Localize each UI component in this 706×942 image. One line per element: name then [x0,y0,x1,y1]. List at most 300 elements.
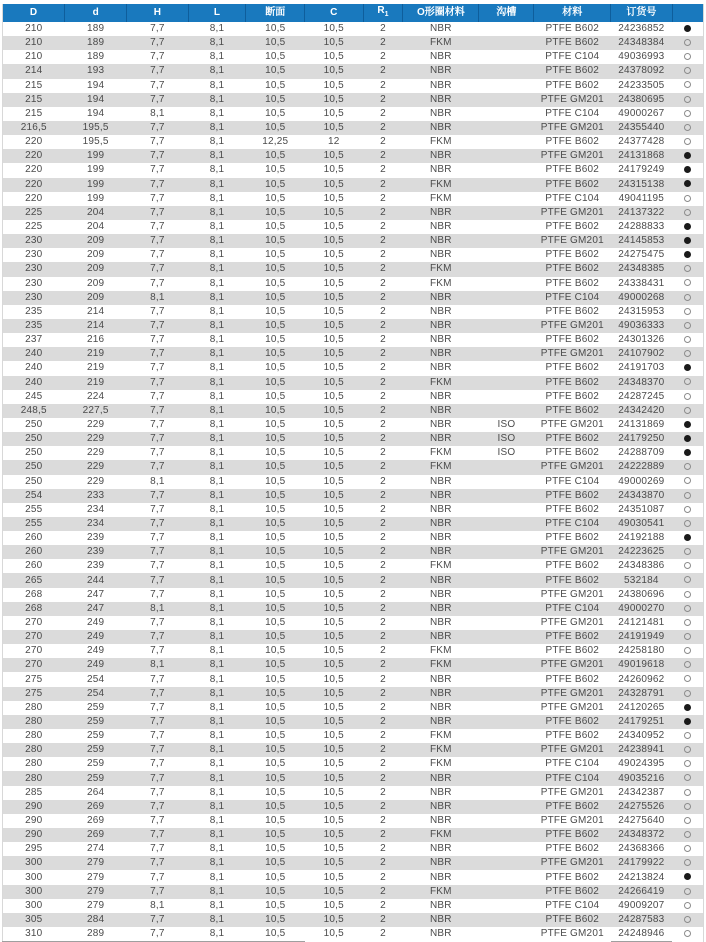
cell-cross-section: 10,5 [265,871,286,883]
cell-availability [672,163,703,177]
cell-H: 7,7 [150,390,165,402]
cell-availability [672,22,703,36]
cell-H: 7,7 [150,419,165,430]
cell-cross-section: 10,5 [265,913,286,925]
cell-R1: 2 [380,885,386,897]
cell-L: 8,1 [209,79,225,91]
cell-order-number: 49009207 [618,899,665,911]
cell-D: 270 [25,645,43,657]
cell-R1: 2 [380,786,386,798]
cell-H: 7,7 [150,560,165,572]
cell-groove [479,390,534,404]
cell-oring-material: FKM [429,744,452,756]
filled-circle-icon [684,237,691,244]
cell-order-number: 24348386 [618,560,665,572]
cell-C: 10,5 [323,263,344,275]
cell-D: 250 [25,419,43,430]
cell-D: 215 [25,93,43,105]
cell-oring-material: NBR [429,786,452,798]
cell-d: 214 [86,305,105,317]
cell-groove: ISO [497,447,516,459]
cell-cross-section: 10,5 [265,885,286,897]
cell-L: 8,1 [209,730,225,742]
cell-d: 229 [86,419,105,430]
cell-D: 290 [25,800,43,812]
cell-availability [672,489,703,503]
cell-L: 8,1 [209,51,225,63]
cell-order-number: 24287245 [618,390,665,402]
hollow-circle-icon [684,562,691,569]
cell-d: 247 [86,588,105,600]
cell-cross-section: 10,5 [265,362,286,374]
cell-d: 274 [86,843,105,855]
cell-groove [479,715,534,729]
cell-C: 10,5 [323,885,344,897]
cell-D: 268 [25,602,43,614]
cell-material: PTFE B602 [545,645,600,657]
cell-d: 219 [86,362,105,374]
cell-order-number: 24348372 [618,829,665,841]
cell-C: 10,5 [323,857,344,869]
cell-L: 8,1 [209,899,225,911]
cell-C: 10,5 [323,843,344,855]
cell-cross-section: 10,5 [265,348,286,360]
table-row [3,36,704,50]
cell-cross-section: 10,5 [265,150,286,162]
hollow-circle-icon [684,774,691,781]
cell-R1: 2 [380,829,386,841]
hollow-circle-icon [684,209,691,216]
cell-d: 269 [86,829,105,841]
cell-D: 230 [25,291,43,303]
cell-R1: 2 [380,291,386,303]
cell-groove [479,475,534,489]
cell-material: PTFE GM201 [540,150,604,162]
cell-cross-section: 10,5 [265,461,286,473]
cell-R1: 2 [380,51,386,63]
cell-material: PTFE GM201 [540,659,604,671]
hollow-circle-icon [684,661,691,668]
hollow-circle-icon [684,916,691,923]
cell-R1: 2 [380,192,386,204]
cell-D: 280 [25,758,43,770]
table-row [3,814,704,828]
cell-H: 7,7 [150,164,165,176]
cell-C: 10,5 [323,249,344,261]
cell-H: 7,7 [150,150,165,162]
cell-material: PTFE B602 [545,871,600,883]
table-row [3,277,704,291]
cell-order-number: 24340952 [618,730,665,742]
cell-material: PTFE GM201 [540,419,604,430]
cell-L: 8,1 [209,107,225,119]
cell-D: 280 [25,744,43,756]
cell-material: PTFE GM201 [540,857,604,869]
cell-C: 10,5 [323,419,344,430]
cell-oring-material: FKM [429,659,452,671]
cell-H: 7,7 [150,574,165,586]
cell-H: 7,7 [150,263,165,275]
cell-R1: 2 [380,206,386,218]
cell-H: 7,7 [150,701,165,713]
cell-oring-material: NBR [429,235,452,247]
cell-cross-section: 10,5 [265,178,286,190]
cell-D: 285 [25,786,43,798]
cell-material: PTFE B602 [545,730,600,742]
table-row [3,644,704,658]
table-row [3,757,704,771]
table-row [3,220,704,234]
cell-C: 10,5 [323,532,344,544]
cell-order-number: 24191703 [618,362,665,374]
cell-cross-section: 10,5 [265,23,286,35]
cell-d: 193 [86,65,105,77]
cell-material: PTFE B602 [545,800,600,812]
cell-order-number: 24120265 [618,701,665,713]
cell-availability [672,291,703,305]
cell-cross-section: 10,5 [265,489,286,501]
cell-d: 219 [86,376,105,388]
cell-C: 10,5 [323,150,344,162]
cell-C: 10,5 [323,51,344,63]
cell-R1: 2 [380,758,386,770]
cell-cross-section: 10,5 [265,503,286,515]
cell-order-number: 24213824 [618,871,665,883]
cell-order-number: 24179922 [618,857,665,869]
hollow-circle-icon [684,859,691,866]
cell-d: 229 [86,461,105,473]
cell-L: 8,1 [209,461,225,473]
hollow-circle-icon [684,675,691,682]
cell-cross-section: 10,5 [265,843,286,855]
hollow-circle-icon [684,265,691,272]
cell-L: 8,1 [209,532,225,544]
table-row [3,771,704,785]
cell-R1: 2 [380,348,386,360]
cell-cross-section: 10,5 [265,786,286,798]
cell-oring-material: NBR [429,616,452,628]
cell-H: 7,7 [150,758,165,770]
cell-cross-section: 10,5 [265,419,286,430]
cell-oring-material: FKM [429,758,452,770]
cell-C: 10,5 [323,673,344,685]
table-row [3,262,704,276]
cell-L: 8,1 [209,687,225,699]
cell-oring-material: NBR [429,221,452,233]
cell-groove [479,36,534,50]
cell-L: 8,1 [209,93,225,105]
cell-L: 8,1 [209,829,225,841]
cell-D: 225 [25,206,43,218]
cell-C: 10,5 [323,277,344,289]
filled-circle-icon [684,152,691,159]
cell-cross-section: 10,5 [265,334,286,346]
cell-availability [672,800,703,814]
cell-d: 209 [86,277,105,289]
cell-material: PTFE B602 [545,221,600,233]
cell-C: 10,5 [323,475,344,487]
cell-L: 8,1 [209,871,225,883]
table-row [3,913,704,927]
table-row [3,630,704,644]
table-row [3,404,704,418]
cell-L: 8,1 [209,913,225,925]
cell-order-number: 24275526 [618,800,665,812]
cell-availability [672,616,703,630]
table-row [3,192,704,206]
cell-H: 7,7 [150,305,165,317]
cell-D: 230 [25,235,43,247]
cell-D: 240 [25,376,43,388]
cell-oring-material: NBR [429,23,452,35]
cell-order-number: 49019618 [618,659,665,671]
cell-D: 210 [25,37,43,49]
cell-order-number: 24315953 [618,305,665,317]
cell-material: PTFE GM201 [540,616,604,628]
cell-H: 7,7 [150,517,165,529]
cell-d: 194 [86,93,105,105]
cell-d: 264 [86,786,105,798]
cell-groove [479,842,534,856]
cell-groove [479,687,534,701]
cell-d: 195,5 [82,136,109,148]
cell-L: 8,1 [209,673,225,685]
table-row [3,79,704,93]
cell-H: 7,7 [150,320,165,332]
column-header-subscript: 1 [384,11,389,18]
table-row [3,658,704,672]
hollow-circle-icon [684,138,691,145]
cell-material: PTFE B602 [545,913,600,925]
cell-L: 8,1 [209,23,225,35]
cell-C: 10,5 [323,93,344,105]
cell-material: PTFE C104 [545,291,600,303]
cell-cross-section: 10,5 [265,899,286,911]
cell-availability [672,771,703,785]
table-row [3,828,704,842]
cell-C: 10,5 [323,362,344,374]
cell-D: 280 [25,701,43,713]
product-spec-table [2,4,704,942]
cell-H: 7,7 [150,348,165,360]
cell-d: 216 [86,334,105,346]
cell-groove [479,644,534,658]
filled-circle-icon [684,534,691,541]
cell-L: 8,1 [209,362,225,374]
cell-L: 8,1 [209,291,225,303]
cell-cross-section: 10,5 [265,37,286,49]
table-row [3,899,704,913]
cell-oring-material: NBR [429,800,452,812]
cell-cross-section: 10,5 [265,376,286,388]
cell-H: 7,7 [150,277,165,289]
cell-D: 290 [25,829,43,841]
cell-H: 7,7 [150,489,165,501]
cell-oring-material: FKM [429,178,452,190]
cell-material: PTFE B602 [545,305,600,317]
hollow-circle-icon [684,96,691,103]
cell-C: 10,5 [323,404,344,416]
cell-L: 8,1 [209,37,225,49]
cell-oring-material: FKM [429,645,452,657]
cell-availability [672,828,703,842]
cell-availability [672,475,703,489]
cell-availability [672,786,703,800]
cell-material: PTFE B602 [545,263,600,275]
cell-C: 10,5 [323,489,344,501]
cell-availability [672,701,703,715]
cell-R1: 2 [380,899,386,911]
cell-R1: 2 [380,320,386,332]
cell-L: 8,1 [209,857,225,869]
cell-groove [479,248,534,262]
cell-L: 8,1 [209,192,225,204]
cell-C: 10,5 [323,786,344,798]
cell-groove [479,602,534,616]
cell-order-number: 24378092 [618,65,665,77]
cell-C: 10,5 [323,122,344,134]
hollow-circle-icon [684,506,691,513]
cell-d: 279 [86,885,105,897]
cell-L: 8,1 [209,546,225,558]
hollow-circle-icon [684,633,691,640]
table-row [3,446,704,460]
cell-R1: 2 [380,249,386,261]
cell-oring-material: NBR [429,334,452,346]
cell-L: 8,1 [209,348,225,360]
hollow-circle-icon [684,463,691,470]
cell-oring-material: NBR [429,532,452,544]
cell-oring-material: NBR [429,433,452,445]
cell-cross-section: 10,5 [265,249,286,261]
cell-availability [672,573,703,587]
table-row [3,376,704,390]
cell-order-number: 24145853 [618,235,665,247]
cell-order-number: 24179250 [618,433,665,445]
table-row [3,93,704,107]
cell-cross-section: 10,5 [265,673,286,685]
cell-C: 10,5 [323,701,344,713]
cell-cross-section: 10,5 [265,235,286,247]
column-header-R1: $R_1$ [363,4,403,22]
cell-L: 8,1 [209,447,225,459]
hollow-circle-icon [684,605,691,612]
cell-oring-material: NBR [429,631,452,643]
cell-cross-section: 10,5 [265,631,286,643]
cell-D: 260 [25,546,43,558]
cell-L: 8,1 [209,206,225,218]
cell-availability [672,50,703,64]
filled-circle-icon [684,180,691,187]
cell-H: 7,7 [150,616,165,628]
cell-L: 8,1 [209,164,225,176]
cell-groove [479,616,534,630]
cell-C: 10,5 [323,758,344,770]
cell-cross-section: 10,5 [265,206,286,218]
cell-D: 220 [25,150,43,162]
cell-R1: 2 [380,772,386,784]
cell-cross-section: 10,5 [265,107,286,119]
cell-availability [672,234,703,248]
cell-oring-material: NBR [429,164,452,176]
cell-order-number: 49024395 [618,758,665,770]
cell-availability [672,658,703,672]
cell-availability [672,220,703,234]
cell-oring-material: NBR [429,517,452,529]
table-header [3,4,704,22]
table-row [3,870,704,884]
cell-C: 10,5 [323,206,344,218]
cell-groove [479,701,534,715]
cell-availability [672,687,703,701]
cell-d: 239 [86,532,105,544]
cell-d: 229 [86,433,105,445]
cell-R1: 2 [380,687,386,699]
cell-H: 7,7 [150,136,165,148]
hollow-circle-icon [684,817,691,824]
table-row [3,206,704,220]
cell-L: 8,1 [209,150,225,162]
cell-availability [672,517,703,531]
cell-order-number: 24179249 [618,164,665,176]
cell-material: PTFE GM201 [540,687,604,699]
cell-material: PTFE GM201 [540,122,604,134]
table-row [3,291,704,305]
column-header-groove: 沟槽 [479,4,534,22]
cell-H: 7,7 [150,404,165,416]
cell-material: PTFE C104 [545,475,600,487]
cell-d: 249 [86,645,105,657]
table-row [3,418,704,432]
cell-oring-material: NBR [429,899,452,911]
cell-L: 8,1 [209,122,225,134]
cell-L: 8,1 [209,786,225,798]
hollow-circle-icon [684,407,691,414]
cell-availability [672,715,703,729]
cell-D: 225 [25,221,43,233]
cell-groove [479,757,534,771]
cell-groove [479,178,534,192]
cell-H: 7,7 [150,79,165,91]
filled-circle-icon [684,449,691,456]
cell-C: 10,5 [323,192,344,204]
cell-C: 10,5 [323,814,344,826]
cell-order-number: 24342420 [618,404,665,416]
cell-C: 10,5 [323,772,344,784]
table-row [3,475,704,489]
cell-oring-material: NBR [429,588,452,600]
cell-L: 8,1 [209,517,225,529]
cell-d: 289 [65,927,127,942]
cell-D: 237 [25,334,43,346]
cell-groove [479,333,534,347]
cell-material: PTFE C104 [545,192,600,204]
table-row [3,361,704,375]
hollow-circle-icon [684,39,691,46]
cell-cross-section: 10,5 [265,758,286,770]
hollow-circle-icon [684,308,691,315]
cell-R1: 2 [380,574,386,586]
filled-circle-icon [684,25,691,32]
table-row [3,149,704,163]
table-row [3,489,704,503]
cell-H: 8,1 [150,107,165,119]
cell-order-number: 24328791 [618,687,665,699]
cell-d: 229 [86,475,105,487]
cell-oring-material: NBR [429,404,452,416]
cell-L: 8,1 [209,376,225,388]
cell-material: PTFE B602 [545,631,600,643]
